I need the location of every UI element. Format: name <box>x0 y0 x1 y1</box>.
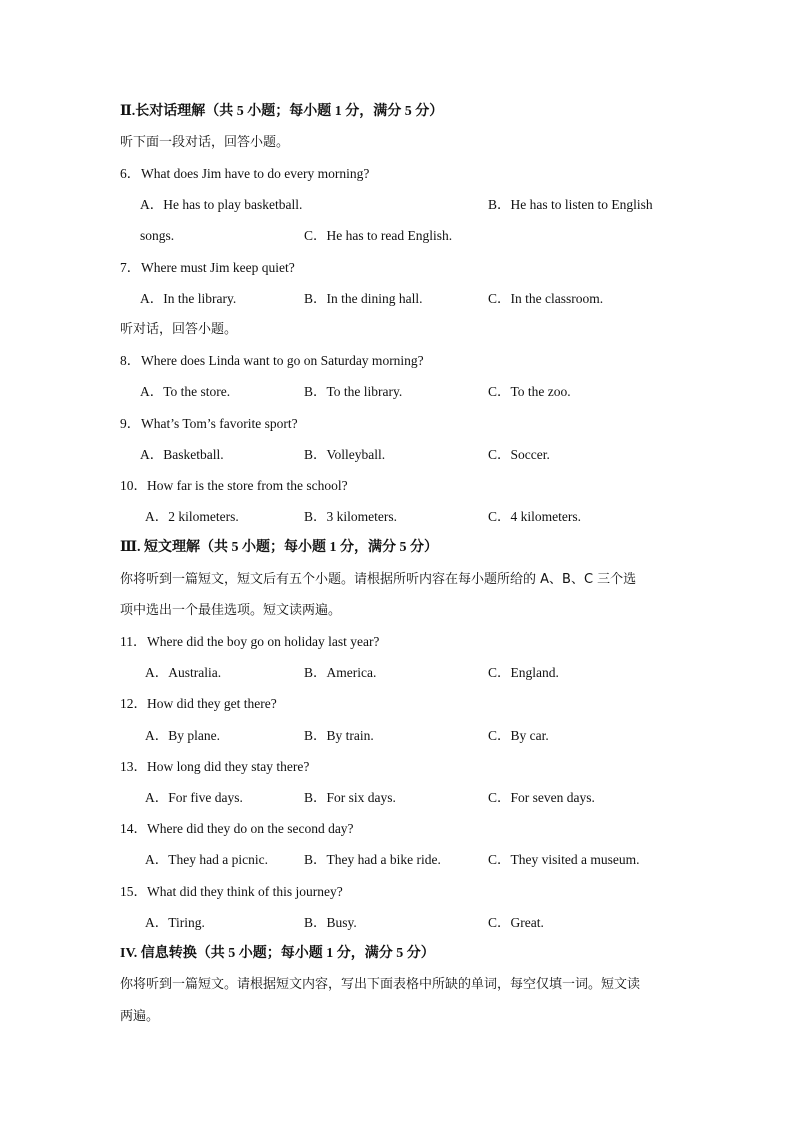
option-b[interactable]: B．For six days. <box>304 790 396 805</box>
option-a[interactable]: A．Basketball. <box>140 447 224 462</box>
question-6-options <box>0 195 794 215</box>
option-b[interactable]: B．3 kilometers. <box>304 509 397 524</box>
question-13: 13． How long did they stay there? <box>120 759 310 774</box>
question-9-options <box>0 445 794 465</box>
section-3-heading: Ⅲ. 短文理解（共 5 小题；每小题 1 分，满分 5 分） <box>120 540 439 555</box>
question-10: 10． How far is the store from the school? <box>120 478 348 493</box>
option-a[interactable]: A．For five days. <box>145 790 243 805</box>
option-a[interactable]: A．By plane. <box>145 728 220 743</box>
option-b[interactable]: B．They had a bike ride. <box>304 852 441 867</box>
option-c[interactable]: C．England. <box>488 665 559 680</box>
option-c[interactable]: C．In the classroom. <box>488 291 604 306</box>
question-8-options <box>0 382 794 402</box>
option-a[interactable]: A．They had a picnic. <box>145 852 268 867</box>
option-b[interactable]: B．Busy. <box>304 915 357 930</box>
option-c[interactable]: C．Great. <box>488 915 544 930</box>
dialogue-intro: 听对话，回答小题。 <box>120 322 238 337</box>
question-13-options <box>0 788 794 808</box>
section-4-heading: IV. 信息转换（共 5 小题；每小题 1 分，满分 5 分） <box>120 946 435 961</box>
option-b[interactable]: B．America. <box>304 665 377 680</box>
question-10-options <box>0 507 794 527</box>
option-c[interactable]: C．4 kilometers. <box>488 509 581 524</box>
question-6-options-cont <box>0 226 794 246</box>
question-9: 9． What’s Tom’s favorite sport? <box>120 416 298 431</box>
option-b[interactable]: B．To the library. <box>304 384 403 399</box>
option-a[interactable]: A．Australia. <box>145 665 222 680</box>
question-14: 14． Where did they do on the second day? <box>120 821 354 836</box>
option-b-wrap: songs. <box>140 228 175 243</box>
question-12: 12． How did they get there? <box>120 696 277 711</box>
option-c[interactable]: C．By car. <box>488 728 549 743</box>
option-b[interactable]: B．Volleyball. <box>304 447 386 462</box>
question-11: 11． Where did the boy go on holiday last year? <box>120 634 380 649</box>
section-3-intro-line2: 项中选出一个最佳选项。短文读两遍。 <box>120 603 342 618</box>
section-3-intro-line1: 你将听到一篇短文，短文后有五个小题。请根据所听内容在每小题所给的 A、B、C 三个选 <box>120 572 637 587</box>
option-c[interactable]: C．For seven days. <box>488 790 595 805</box>
option-c[interactable]: C．Soccer. <box>488 447 550 462</box>
option-a[interactable]: A．2 kilometers. <box>145 509 239 524</box>
question-11-options <box>0 663 794 683</box>
option-a[interactable]: A．In the library. <box>140 291 237 306</box>
question-7-options <box>0 289 794 309</box>
option-b[interactable]: B．By train. <box>304 728 374 743</box>
question-14-options <box>0 850 794 870</box>
question-7: 7． Where must Jim keep quiet? <box>120 260 295 275</box>
option-a[interactable]: A．Tiring. <box>145 915 205 930</box>
question-15: 15． What did they think of this journey? <box>120 884 343 899</box>
option-b[interactable]: B．In the dining hall. <box>304 291 423 306</box>
question-6: 6． What does Jim have to do every morning? <box>120 166 370 181</box>
option-c[interactable]: C．He has to read English. <box>304 228 453 243</box>
question-12-options <box>0 726 794 746</box>
question-8: 8． Where does Linda want to go on Saturday morning? <box>120 353 424 368</box>
section-2-intro: 听下面一段对话，回答小题。 <box>120 135 290 150</box>
option-a[interactable]: A．He has to play basketball. <box>140 197 303 212</box>
option-c[interactable]: C．They visited a museum. <box>488 852 640 867</box>
section-4-intro-line2: 两遍。 <box>120 1009 160 1024</box>
option-b[interactable]: B．He has to listen to English <box>488 197 653 212</box>
question-15-options <box>0 913 794 933</box>
option-c[interactable]: C．To the zoo. <box>488 384 571 399</box>
section-4-intro-line1: 你将听到一篇短文。请根据短文内容，写出下面表格中所缺的单词，每空仅填一词。短文读 <box>120 977 641 992</box>
section-2-heading: Ⅱ.长对话理解（共 5 小题；每小题 1 分，满分 5 分） <box>120 104 444 119</box>
option-a[interactable]: A．To the store. <box>140 384 231 399</box>
